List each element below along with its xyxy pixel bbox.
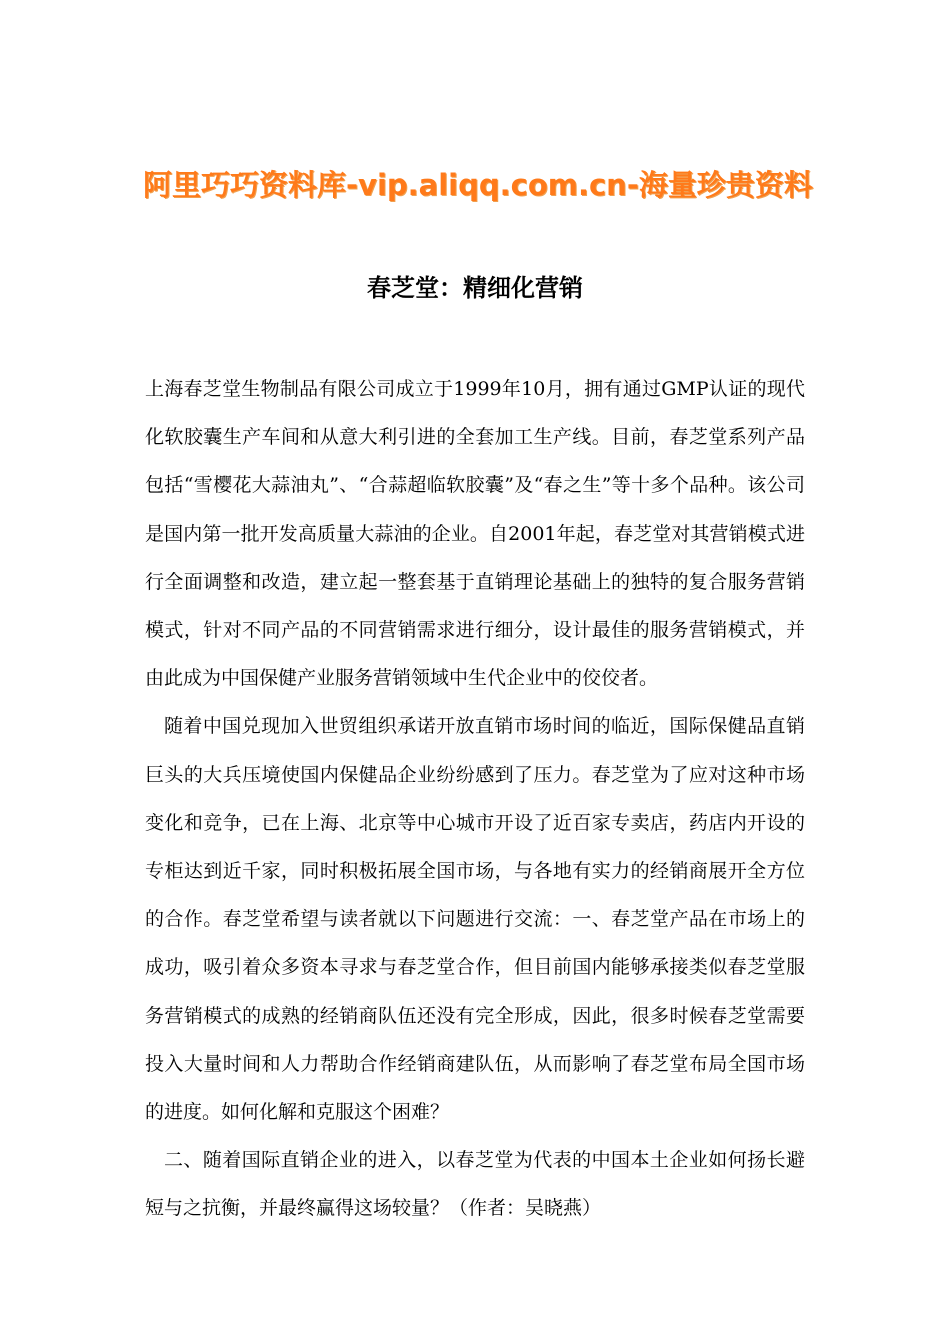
- banner-text: 阿里巧巧资料库-vip.aliqq.com.cn-海量珍贵资料: [143, 168, 813, 202]
- paragraph-3: 二、随着国际直销企业的进入，以春芝堂为代表的中国本土企业如何扬长避短与之抗衡，并最终赢得这场较量？（作者：吴晓燕）: [145, 1149, 805, 1220]
- article-body: [145, 365, 805, 1233]
- page-title: 春芝堂：精细化营销: [367, 274, 583, 302]
- paragraph-2: 随着中国兑现加入世贸组织承诺开放直销市场时间的临近，国际保健品直销巨头的大兵压境使国内保健品企业纷纷感到了压力。春芝堂为了应对这种市场变化和竞争，已在上海、北京等中心城市开设了近百家专卖店，药店内开设的专柜达到近千家，同时积极拓展全国市场，与各地有实力的经销商展开全方位的合作。春芝堂希望与读者就以下问题进行交流：一、春芝堂产品在市场上的成功，吸引着众多资本寻求与春芝堂合作，但目前国内能够承接类似春芝堂服务营销模式的成熟的经销商队伍还没有完全形成，因此，很多时候春芝堂需要投入大量时间和人力帮助合作经销商建队伍，从而影响了春芝堂布局全国市场的进度。如何化解和克服这个困难？: [145, 715, 805, 1124]
- paragraph-1: 上海春芝堂生物制品有限公司成立于1999年10月，拥有通过GMP认证的现代化软胶囊生产车间和从意大利引进的全套加工生产线。目前，春芝堂系列产品包括“雪樱花大蒜油丸”、“合蒜超临软胶囊”及“春之生”等十多个品种。该公司是国内第一批开发高质量大蒜油的企业。自2001年起，春芝堂对其营销模式进行全面调整和改造，建立起一整套基于直销理论基础上的独特的复合服务营销模式，针对不同产品的不同营销需求进行细分，设计最佳的服务营销模式，并由此成为中国保健产业服务营销领域中生代企业中的佼佼者。: [145, 378, 805, 690]
